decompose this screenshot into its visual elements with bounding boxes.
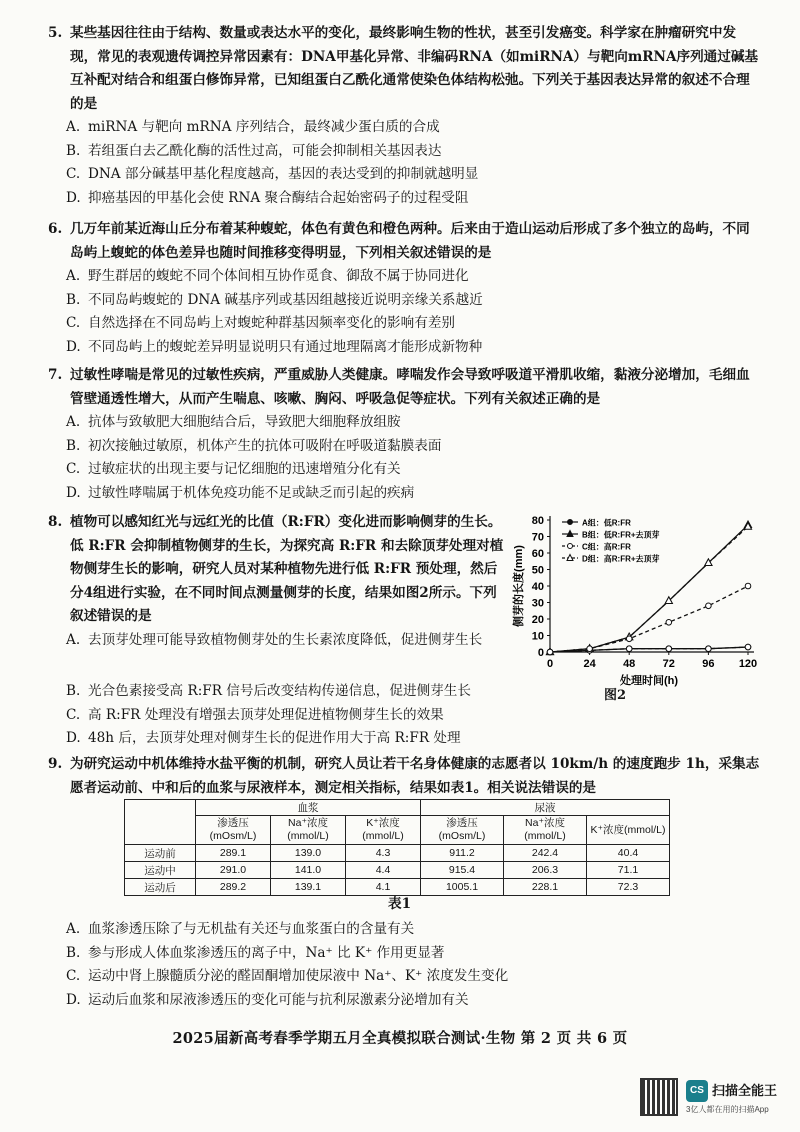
table-cell: 911.2 xyxy=(421,845,504,862)
data-point xyxy=(745,644,751,650)
data-point xyxy=(547,649,553,655)
qr-code-icon xyxy=(640,1078,678,1116)
column-header: 渗透压(mOsm/L) xyxy=(196,816,271,845)
option-d[interactable]: D. 抑癌基因的甲基化会使 RNA 聚合酶结合起始密码子的过程受阻 xyxy=(66,189,469,206)
x-tick-label: 72 xyxy=(662,658,675,670)
table-cell: 242.4 xyxy=(504,845,587,862)
page-footer: 2025届新高考春季学期五月全真模拟联合测试·生物 第 2 页 共 6 页 xyxy=(172,1030,628,1047)
option-d[interactable]: D. 过敏性哮喘属于机体免疫功能不足或缺乏而引起的疾病 xyxy=(66,484,415,501)
data-point xyxy=(626,636,632,642)
table-cell: 4.4 xyxy=(346,862,421,879)
y-axis-label: 侧芽的长度(mm) xyxy=(513,545,525,627)
option-b[interactable]: B. 不同岛屿蝮蛇的 DNA 碱基序列或基因组越接近说明亲缘关系越近 xyxy=(66,291,483,308)
x-tick-label: 0 xyxy=(546,658,554,670)
legend-label: C组：高R:FR xyxy=(582,542,631,552)
option-a[interactable]: A. 去顶芽处理可能导致植物侧芽处的生长素浓度降低，促进侧芽生长 xyxy=(66,631,483,648)
watermark-tagline: 3亿人都在用的扫描App xyxy=(686,1105,769,1114)
question-number: 8. xyxy=(48,514,63,530)
series-line xyxy=(550,527,748,652)
option-c[interactable]: C. 自然选择在不同岛屿上对蝮蛇种群基因频率变化的影响有差别 xyxy=(66,315,456,331)
table-corner xyxy=(125,800,196,845)
question-number: 6. xyxy=(48,221,63,237)
column-header: K⁺浓度(mmol/L) xyxy=(346,816,421,845)
table-cell: 4.3 xyxy=(346,845,421,862)
table-cell: 289.2 xyxy=(196,879,271,896)
option-d[interactable]: D. 运动后血浆和尿液渗透压的变化可能与抗利尿激素分泌增加有关 xyxy=(66,991,469,1008)
option-d[interactable]: D. 不同岛屿上的蝮蛇差异明显说明只有通过地理隔离才能形成新物种 xyxy=(66,338,483,355)
row-label: 运动后 xyxy=(125,879,196,896)
option-b[interactable]: B. 光合色素接受高 R:FR 信号后改变结构传递信息，促进侧芽生长 xyxy=(66,683,471,699)
data-point xyxy=(706,646,712,652)
y-tick-label: 80 xyxy=(531,515,544,527)
y-tick-label: 60 xyxy=(531,548,544,560)
question-6 xyxy=(48,218,760,359)
question-7 xyxy=(48,364,760,505)
y-tick-label: 20 xyxy=(531,614,544,626)
question-9 xyxy=(48,753,760,800)
series-line xyxy=(550,525,748,652)
row-label: 运动前 xyxy=(125,845,196,862)
table-cell: 139.1 xyxy=(271,879,346,896)
option-c[interactable]: C. 运动中肾上腺髓质分泌的醛固酮增加使尿液中 Na⁺、K⁺ 浓度发生变化 xyxy=(66,968,509,984)
option-b[interactable]: B. 初次接触过敏原，机体产生的抗体可吸附在呼吸道黏膜表面 xyxy=(66,437,442,454)
option-b[interactable]: B. 参与形成人体血浆渗透压的离子中，Na⁺ 比 K⁺ 作用更显著 xyxy=(66,944,445,961)
figure-2-line-chart xyxy=(508,510,760,710)
y-tick-label: 40 xyxy=(531,581,544,593)
group-header-urine: 尿液 xyxy=(421,800,670,816)
question-number: 9. xyxy=(48,756,63,772)
data-point xyxy=(666,620,672,626)
table-cell: 206.3 xyxy=(504,862,587,879)
figure-caption: 图2 xyxy=(604,688,627,703)
option-a[interactable]: A. 抗体与致敏肥大细胞结合后，导致肥大细胞释放组胺 xyxy=(66,414,401,430)
x-axis-label: 处理时间(h) xyxy=(619,675,679,687)
column-header: K⁺浓度(mmol/L) xyxy=(587,816,670,845)
legend-label: D组：高R:FR+去顶芽 xyxy=(582,554,660,564)
legend-marker xyxy=(568,544,573,549)
x-tick-label: 96 xyxy=(702,658,715,670)
table-cell: 71.1 xyxy=(587,862,670,879)
watermark-app-name: 扫描全能王 xyxy=(712,1083,778,1098)
question-9-options xyxy=(48,918,760,1012)
table-cell: 1005.1 xyxy=(421,879,504,896)
question-stem: 植物可以感知红光与远红光的比值（R:FR）变化进而影响侧芽的生长。低 R:FR 会抑制植物侧芽的生长，为探究高 R:FR 和去除顶芽处理对植物侧芽生长的影响，研究人员对某种植物先进行低 R:FR 预处理，然后分4组进行实验，在不同时间点测量侧芽的长度，结果如图2所示。下列叙述错误的是 xyxy=(70,514,504,624)
table-cell: 40.4 xyxy=(587,845,670,862)
row-label: 运动中 xyxy=(125,862,196,879)
option-d[interactable]: D. 48h 后，去顶芽处理对侧芽生长的促进作用大于高 R:FR 处理 xyxy=(66,730,461,746)
table-cell: 139.0 xyxy=(271,845,346,862)
question-stem: 几万年前某近海山丘分布着某种蝮蛇，体色有黄色和橙色两种。后来由于造山运动后形成了多个独立的岛屿，不同岛屿上蝮蛇的体色差异也随时间推移变得明显，下列相关叙述错误的是 xyxy=(70,221,750,261)
option-a[interactable]: A. 野生群居的蝮蛇不同个体间相互协作觅食、御敌不属于协同进化 xyxy=(66,268,469,284)
question-stem: 过敏性哮喘是常见的过敏性疾病，严重威胁人类健康。哮喘发作会导致呼吸道平滑肌收缩，黏液分泌增加，毛细血管壁通透性增大，从而产生喘息、咳嗽、胸闷、呼吸急促等症状。下列有关叙述正确的是 xyxy=(70,367,750,407)
table-cell: 4.1 xyxy=(346,879,421,896)
y-tick-label: 50 xyxy=(531,564,544,577)
camscanner-logo-icon: CS xyxy=(686,1080,708,1102)
table-cell: 228.1 xyxy=(504,879,587,896)
question-stem: 某些基因往往由于结构、数量或表达水平的变化，最终影响生物的性状，甚至引发癌变。科学家在肿瘤研究中发现，常见的表观遗传调控异常因素有：DNA甲基化异常、非编码RNA（如miRNA）与靶向mRNA序列通过碱基互补配对结合和组蛋白修饰异常，已知组蛋白乙酰化通常使染色体结构松弛。下列关于基因表达异常的叙述不合理的是 xyxy=(70,25,759,112)
legend-marker xyxy=(568,520,573,525)
question-number: 5. xyxy=(48,25,63,41)
table-cell: 915.4 xyxy=(421,862,504,879)
table-cell: 291.0 xyxy=(196,862,271,879)
group-header-plasma: 血浆 xyxy=(196,800,421,816)
data-point xyxy=(626,646,632,652)
legend-label: B组：低R:FR+去顶芽 xyxy=(582,530,660,540)
y-tick-label: 30 xyxy=(531,597,544,610)
question-8 xyxy=(48,511,508,652)
question-5 xyxy=(48,22,760,210)
column-header: 渗透压(mOsm/L) xyxy=(421,816,504,845)
table-cell: 289.1 xyxy=(196,845,271,862)
data-point xyxy=(745,583,751,589)
table-row xyxy=(125,862,670,879)
data-point xyxy=(706,603,712,609)
option-c[interactable]: C. 过敏症状的出现主要与记忆细胞的迅速增殖分化有关 xyxy=(66,461,401,477)
table-row xyxy=(125,845,670,862)
scanner-watermark xyxy=(640,1076,790,1120)
option-a[interactable]: A. miRNA 与靶向 mRNA 序列结合，最终减少蛋白质的合成 xyxy=(66,119,440,135)
table-caption: 表1 xyxy=(388,896,412,912)
option-c[interactable]: C. 高 R:FR 处理没有增强去顶芽处理促进植物侧芽生长的效果 xyxy=(66,706,444,723)
x-tick-label: 120 xyxy=(738,658,758,670)
data-point xyxy=(666,646,672,652)
table-cell: 72.3 xyxy=(587,879,670,896)
y-tick-label: 70 xyxy=(531,531,544,544)
y-tick-label: 10 xyxy=(531,630,544,643)
option-b[interactable]: B. 若组蛋白去乙酰化酶的活性过高，可能会抑制相关基因表达 xyxy=(66,142,442,159)
x-tick-label: 48 xyxy=(623,658,636,670)
column-header: Na⁺浓度(mmol/L) xyxy=(271,816,346,845)
y-tick-label: 0 xyxy=(537,647,544,659)
x-tick-label: 24 xyxy=(583,658,596,670)
data-table xyxy=(124,799,670,896)
question-number: 7. xyxy=(48,367,63,383)
column-header: Na⁺浓度(mmol/L) xyxy=(504,816,587,845)
option-c[interactable]: C. DNA 部分碱基甲基化程度越高，基因的表达受到的抑制就越明显 xyxy=(66,166,479,182)
table-cell: 141.0 xyxy=(271,862,346,879)
data-point xyxy=(587,646,593,652)
question-stem: 为研究运动中机体维持水盐平衡的机制，研究人员让若干名身体健康的志愿者以 10km/h 的速度跑步 1h，采集志愿者运动前、中和后的血浆与尿液样本，测定相关指标，结果如表1。相关说法错误的是 xyxy=(70,756,760,796)
option-a[interactable]: A. 血浆渗透压除了与无机盐有关还与血浆蛋白的含量有关 xyxy=(66,921,415,937)
legend-label: A组：低R:FR xyxy=(582,518,631,528)
